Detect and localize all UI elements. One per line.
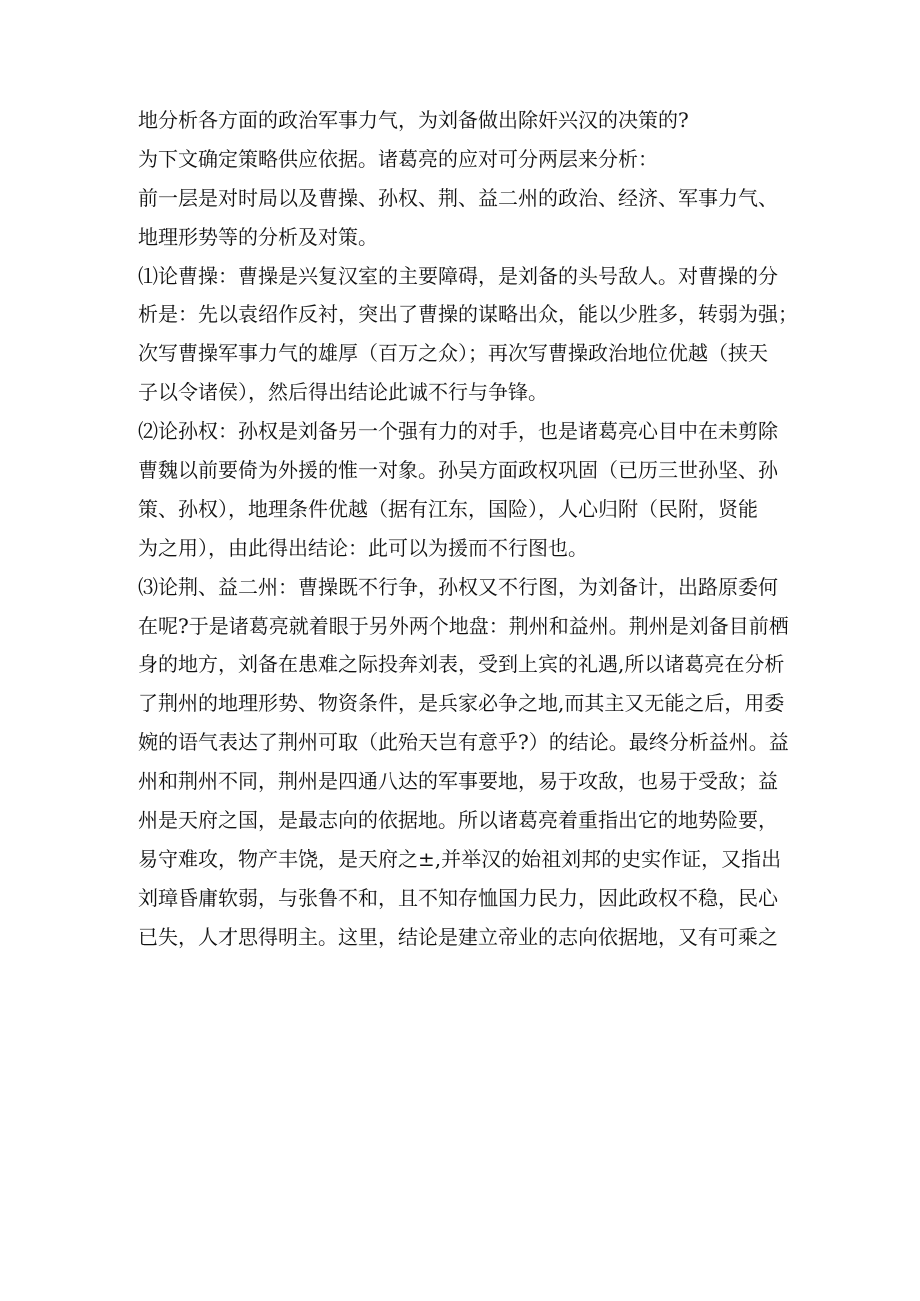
text-line: 易守难攻，物产丰饶，是天府之±,并举汉的始祖刘邦的史实作证，又指出 <box>138 846 782 871</box>
text-line: 地分析各方面的政治军事力气，为刘备做出除奸兴汉的决策的? <box>138 108 689 132</box>
body-text <box>138 101 798 957</box>
text-line: 子以令诸侯），然后得出结论此诚不行与争锋。 <box>138 380 548 405</box>
text-line: 析是：先以袁绍作反衬，突出了曹操的谋略出众，能以少胜多，转弱为强； <box>138 302 798 327</box>
text-line: ⑶论荆、益二州：曹操既不行争，孙权又不行图，为刘备计，出路原委何 <box>138 574 778 599</box>
text-line: ⑵论孙权：孙权是刘备另一个强有力的对手，也是诸葛亮心目中在未剪除 <box>138 419 778 444</box>
text-line: 婉的语气表达了荆州可取（此殆天岂有意乎?）的结论。最终分析益州。益 <box>138 730 789 755</box>
text-line: 州和荆州不同，荆州是四通八达的军事要地，易于攻敌，也易于受敌；益 <box>138 769 778 794</box>
text-line: ⑴论曹操：曹操是兴复汉室的主要障碍，是刘备的头号敌人。对曹操的分 <box>138 263 778 288</box>
text-line: 已失，人才思得明主。这里，结论是建立帝业的志向依据地，又有可乘之 <box>138 924 778 949</box>
text-line: 次写曹操军事力气的雄厚（百万之众）；再次写曹操政治地位优越（挟天 <box>138 341 768 366</box>
text-line: 前一层是对时局以及曹操、孙权、荆、益二州的政治、经济、军事力气、 <box>138 185 778 210</box>
text-line: 为之用），由此得出结论：此可以为援而不行图也。 <box>138 535 588 560</box>
text-line: 刘璋昏庸软弱，与张鲁不和，且不知存恤国力民力，因此政权不稳，民心 <box>138 885 778 910</box>
text-line: 在呢?于是诸葛亮就着眼于另外两个地盘：荆州和益州。荆州是刘备目前栖 <box>138 613 789 638</box>
text-line: 策、孙权），地理条件优越（据有江东，国险），人心归附（民附，贤能 <box>138 496 758 521</box>
text-line: 曹魏以前要倚为外援的惟一对象。孙吴方面政权巩固（已历三世孙坚、孙 <box>138 458 778 483</box>
text-line: 为下文确定策略供应依据。诸葛亮的应对可分两层来分析： <box>138 146 658 171</box>
text-line: 州是天府之国，是最志向的依据地。所以诸葛亮着重指出它的地势险要， <box>138 808 778 833</box>
text-line: 身的地方，刘备在患难之际投奔刘表，受到上宾的礼遇,所以诸葛亮在分析 <box>138 652 785 677</box>
text-line: 地理形势等的分析及对策。 <box>138 224 378 249</box>
text-line: 了荆州的地理形势、物资条件，是兵家必争之地,而其主又无能之后，用委 <box>138 691 785 716</box>
